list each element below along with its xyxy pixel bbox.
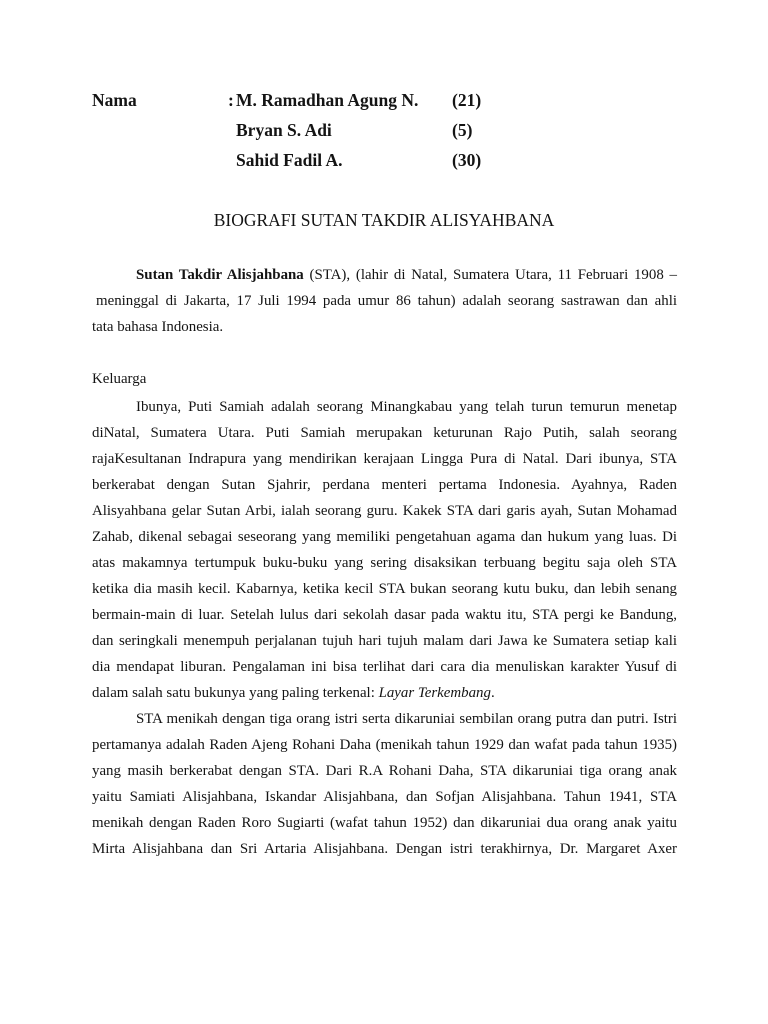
author-name-cell [228, 145, 452, 175]
subject-name: Sutan Takdir Alisjahbana [136, 267, 304, 283]
paragraph-line: dia mendapat liburan. Pengalaman ini bisa terlihat dari cara dia menuliskan karakter Yusuf di [92, 659, 677, 675]
name-label-spacer [92, 145, 228, 175]
paragraph-line: rajaKesultanan Indrapura yang mendirikan kerajaan Lingga Pura di Natal. Dari ibunya, STA [92, 451, 677, 467]
paragraph-line: ketika dia masih kecil. Kabarnya, ketika kecil STA bukan seorang kutu buku, dan lebih senang [92, 581, 677, 597]
paragraph-line: tata bahasa Indonesia. [92, 319, 224, 335]
author-row [92, 85, 481, 115]
author-row [92, 145, 481, 175]
marriage-paragraph [92, 706, 677, 862]
author-row [92, 115, 481, 145]
paragraph-line: Ibunya, Puti Samiah adalah seorang Minangkabau yang telah turun temurun menetap [136, 399, 677, 415]
paragraph-line: berkerabat dengan Sutan Sjahrir, perdana menteri pertama Indonesia. Ayahnya, Raden [92, 477, 677, 493]
paragraph-line: yaitu Samiati Alisjahbana, Iskandar Alisjahbana, dan Sofjan Alisjahbana. Tahun 1941, STA [92, 789, 677, 805]
name-separator: : [228, 90, 234, 110]
author-name: Sahid Fadil A. [236, 150, 343, 170]
paragraph-line: menikah dengan Raden Roro Sugiarti (wafat tahun 1952) dan dikaruniai dua orang anak yaitu [92, 815, 677, 831]
line-text: dalam salah satu bukunya yang paling terkenal: [92, 685, 379, 701]
line-end: . [490, 685, 495, 701]
paragraph-line [92, 680, 677, 706]
author-number: (5) [452, 120, 473, 140]
name-label: Nama [92, 90, 137, 110]
paragraph-line: Zahab, dikenal sebagai seseorang yang memiliki pengetahuan agama dan hukum yang luas. Di [92, 529, 677, 545]
author-name-cell [228, 115, 452, 145]
name-label-spacer [92, 115, 228, 145]
document-body [92, 262, 677, 862]
book-title: Layar Terkembang [378, 685, 491, 701]
author-name-cell [228, 85, 452, 115]
author-name: M. Ramadhan Agung N. [236, 90, 419, 110]
section-heading: Keluarga [92, 371, 147, 387]
author-name: Bryan S. Adi [236, 120, 332, 140]
blank-line [92, 340, 677, 366]
paragraph-line: Mirta Alisjahbana dan Sri Artaria Alisjahbana. Dengan istri terakhirnya, Dr. Margaret Axer [92, 841, 677, 857]
family-paragraph [92, 394, 677, 706]
paragraph-line: Alisyahbana gelar Sutan Arbi, ialah seorang guru. Kakek STA dari garis ayah, Sutan Mohamad [92, 503, 677, 519]
author-number: (30) [452, 150, 482, 170]
paragraph-line: pertamanya adalah Raden Ajeng Rohani Daha (menikah tahun 1929 dan wafat pada tahun 1935) [92, 737, 677, 753]
name-separator-spacer [228, 145, 236, 175]
paragraph-line: dan seringkali menempuh perjalanan tujuh hari tujuh malam dari Jawa ke Sumatera setiap kali [92, 633, 677, 649]
paragraph-line: yang masih berkerabat dengan STA. Dari R.A Rohani Daha, STA dikaruniai tiga orang anak [92, 763, 677, 779]
paragraph-line: atas makamnya tertumpuk buku-buku yang sering disaksikan terbuang begitu saja oleh STA [92, 555, 677, 571]
intro-paragraph [92, 262, 677, 340]
line-text: (STA), (lahir di Natal, Sumatera Utara, 11 Februari 1908 – [303, 267, 677, 283]
author-number: (21) [452, 90, 482, 110]
author-block [92, 85, 481, 175]
paragraph-line: meninggal di Jakarta, 17 Juli 1994 pada umur 86 tahun) adalah seorang sastrawan dan ahli [96, 293, 677, 309]
paragraph-line [92, 262, 677, 288]
name-separator-spacer [228, 115, 236, 145]
paragraph-line: bermain-main di luar. Setelah lulus dari sekolah dasar pada waktu itu, STA pergi ke Bandung, [92, 607, 677, 623]
paragraph-line: diNatal, Sumatera Utara. Puti Samiah merupakan keturunan Rajo Putih, salah seorang [92, 425, 677, 441]
document-title: BIOGRAFI SUTAN TAKDIR ALISYAHBANA [213, 210, 555, 230]
paragraph-line: STA menikah dengan tiga orang istri serta dikaruniai sembilan orang putra dan putri. Istri [136, 711, 677, 727]
